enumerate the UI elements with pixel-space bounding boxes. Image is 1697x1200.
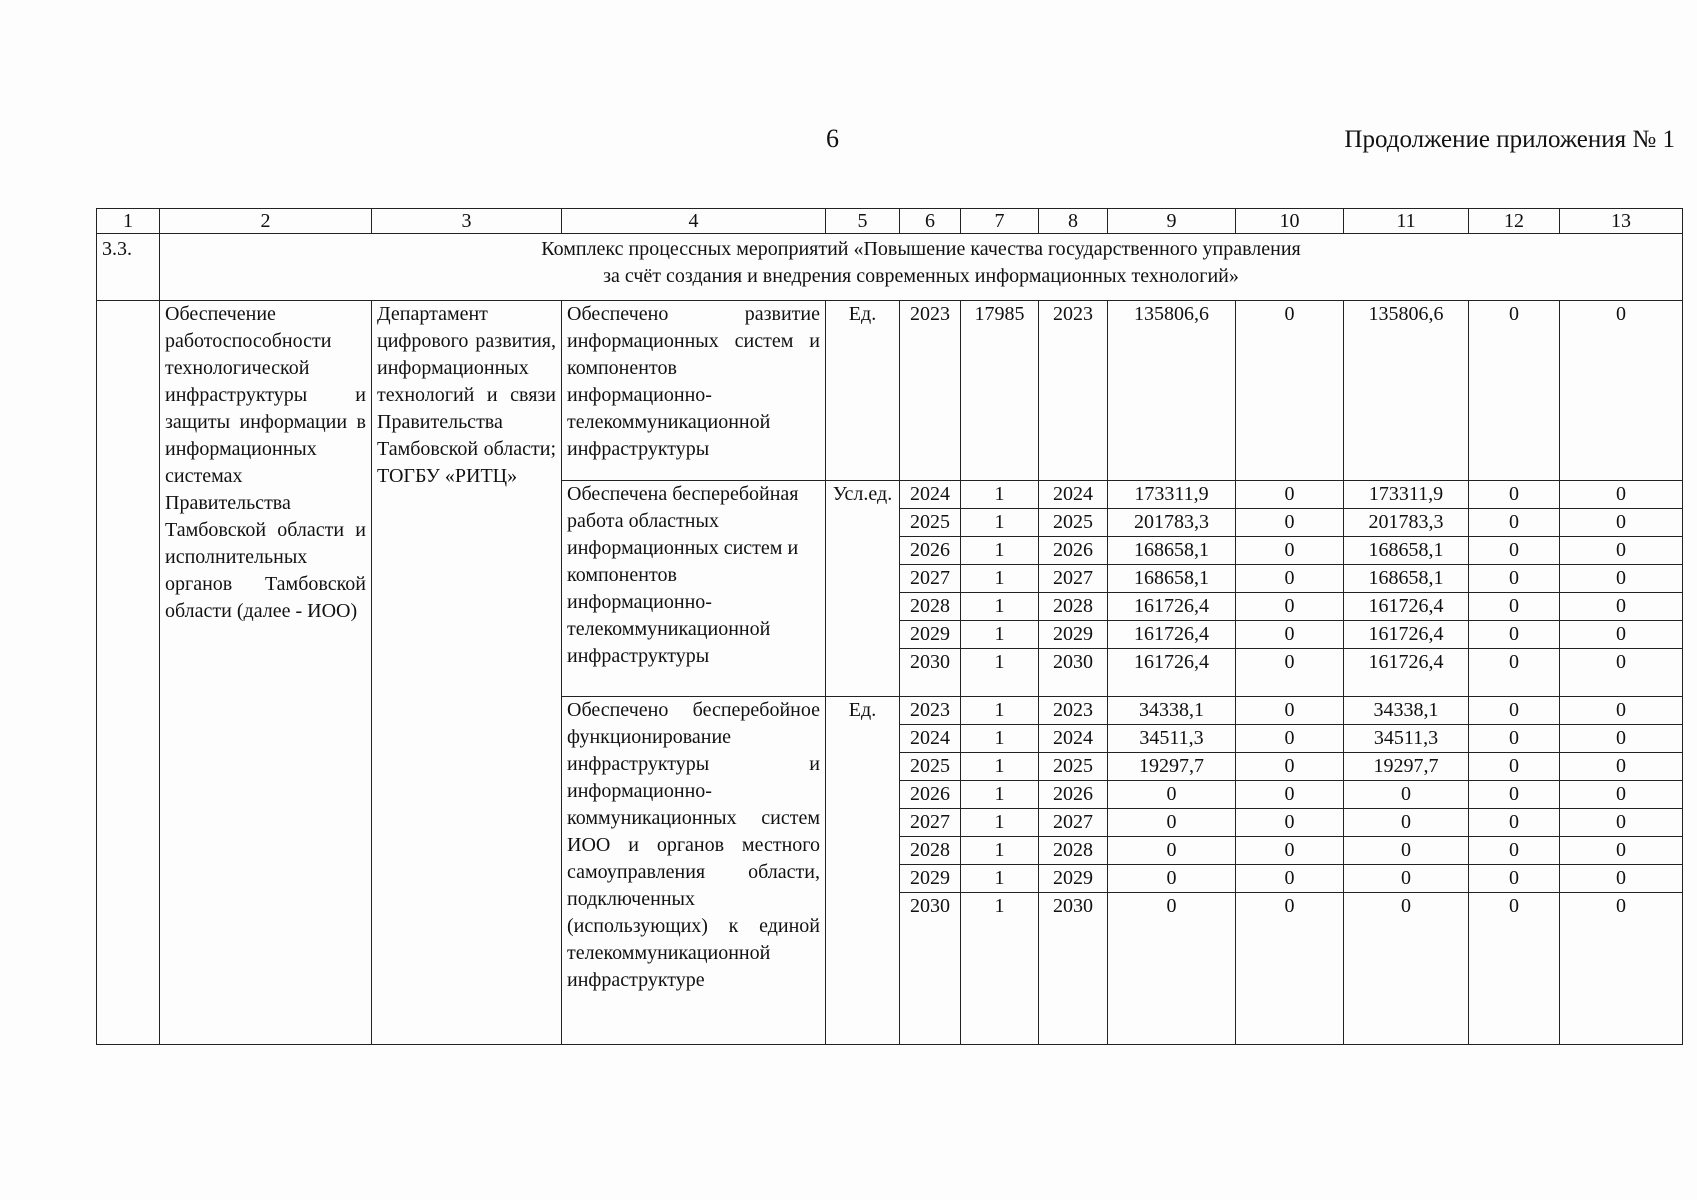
cell-amount: 173311,9 bbox=[1344, 481, 1469, 509]
cell-amount: 161726,4 bbox=[1108, 649, 1236, 697]
cell-value: 17985 bbox=[961, 301, 1039, 481]
cell-year: 2023 bbox=[900, 301, 961, 481]
cell-year: 2026 bbox=[1039, 537, 1108, 565]
result-name: Обеспечено развитие информационных систем и компонентов информационно-телекоммуникационной инфраструктуры bbox=[562, 301, 826, 481]
cell-amount: 0 bbox=[1108, 809, 1236, 837]
responsible-executor: Департамент цифрового развития, информационных технологий и связи Правительства Тамбовской области; ТОГБУ «РИТЦ» bbox=[372, 301, 562, 1045]
column-number: 6 bbox=[900, 209, 961, 234]
section-title-line: Комплекс процессных мероприятий «Повышение качества государственного управления bbox=[541, 238, 1301, 260]
cell-value: 1 bbox=[961, 697, 1039, 725]
cell-year: 2027 bbox=[900, 809, 961, 837]
cell-year: 2029 bbox=[900, 865, 961, 893]
cell-value: 1 bbox=[961, 725, 1039, 753]
cell-amount: 0 bbox=[1344, 893, 1469, 1045]
cell-value: 1 bbox=[961, 809, 1039, 837]
result-name: Обеспечено бесперебойное функционирование инфраструктуры и информационно-коммуникационных систем ИОО и органов местного самоуправления области, подключенных (использующих) к единой телекоммуникационной инфраструктуре bbox=[562, 697, 826, 1045]
cell-year: 2028 bbox=[900, 593, 961, 621]
cell-value: 1 bbox=[961, 893, 1039, 1045]
cell-amount: 0 bbox=[1560, 753, 1683, 781]
cell-amount: 0 bbox=[1236, 621, 1344, 649]
unit-of-measure: Ед. bbox=[826, 301, 900, 481]
cell-amount: 0 bbox=[1469, 781, 1560, 809]
cell-amount: 34511,3 bbox=[1344, 725, 1469, 753]
cell-amount: 201783,3 bbox=[1344, 509, 1469, 537]
cell-amount: 0 bbox=[1469, 509, 1560, 537]
column-number: 13 bbox=[1560, 209, 1683, 234]
cell-amount: 0 bbox=[1560, 649, 1683, 697]
cell-amount: 0 bbox=[1236, 509, 1344, 537]
cell-amount: 0 bbox=[1108, 837, 1236, 865]
cell-amount: 0 bbox=[1560, 481, 1683, 509]
column-number: 9 bbox=[1108, 209, 1236, 234]
cell-amount: 34338,1 bbox=[1108, 697, 1236, 725]
unit-of-measure: Ед. bbox=[826, 697, 900, 1045]
cell-year: 2030 bbox=[900, 893, 961, 1045]
cell-amount: 173311,9 bbox=[1108, 481, 1236, 509]
cell-amount: 0 bbox=[1469, 593, 1560, 621]
cell-amount: 19297,7 bbox=[1344, 753, 1469, 781]
cell-amount: 0 bbox=[1236, 865, 1344, 893]
cell-amount: 168658,1 bbox=[1108, 537, 1236, 565]
cell-year: 2029 bbox=[1039, 621, 1108, 649]
cell-amount: 0 bbox=[1560, 893, 1683, 1045]
cell-year: 2027 bbox=[1039, 809, 1108, 837]
column-number: 8 bbox=[1039, 209, 1108, 234]
cell-year: 2026 bbox=[900, 537, 961, 565]
cell-amount: 0 bbox=[1344, 809, 1469, 837]
cell-amount: 0 bbox=[1236, 565, 1344, 593]
cell-year: 2026 bbox=[900, 781, 961, 809]
result-name: Обеспечена бесперебойная работа областных информационных систем и компонентов информационно-телекоммуникационной инфраструктуры bbox=[562, 481, 826, 697]
cell-amount: 0 bbox=[1469, 301, 1560, 481]
cell-amount: 0 bbox=[1560, 781, 1683, 809]
cell-year: 2025 bbox=[900, 753, 961, 781]
cell-amount: 0 bbox=[1344, 781, 1469, 809]
cell-value: 1 bbox=[961, 753, 1039, 781]
cell-amount: 0 bbox=[1469, 649, 1560, 697]
cell-value: 1 bbox=[961, 565, 1039, 593]
cell-amount: 0 bbox=[1236, 301, 1344, 481]
column-number: 2 bbox=[160, 209, 372, 234]
activities-table bbox=[96, 208, 1683, 1045]
cell-year: 2029 bbox=[1039, 865, 1108, 893]
cell-amount: 168658,1 bbox=[1108, 565, 1236, 593]
cell-amount: 0 bbox=[1560, 697, 1683, 725]
column-number: 4 bbox=[562, 209, 826, 234]
column-number-row bbox=[97, 209, 1683, 234]
cell-amount: 0 bbox=[1344, 865, 1469, 893]
cell-year: 2025 bbox=[900, 509, 961, 537]
unit-of-measure: Усл.ед. bbox=[826, 481, 900, 697]
section-title-line: за счёт создания и внедрения современных информационных технологий» bbox=[603, 265, 1239, 287]
cell-year: 2024 bbox=[1039, 725, 1108, 753]
cell-value: 1 bbox=[961, 481, 1039, 509]
cell-year: 2028 bbox=[1039, 837, 1108, 865]
cell-amount: 0 bbox=[1560, 537, 1683, 565]
table-row bbox=[97, 301, 1683, 481]
cell-year: 2030 bbox=[1039, 649, 1108, 697]
cell-amount: 34338,1 bbox=[1344, 697, 1469, 725]
cell-year: 2023 bbox=[1039, 697, 1108, 725]
cell-amount: 0 bbox=[1469, 697, 1560, 725]
cell-year: 2025 bbox=[1039, 753, 1108, 781]
cell-year: 2024 bbox=[1039, 481, 1108, 509]
cell-amount: 161726,4 bbox=[1108, 593, 1236, 621]
cell-amount: 161726,4 bbox=[1344, 621, 1469, 649]
cell-amount: 0 bbox=[1560, 565, 1683, 593]
cell-year: 2024 bbox=[900, 725, 961, 753]
cell-amount: 0 bbox=[1236, 725, 1344, 753]
cell-amount: 0 bbox=[1236, 649, 1344, 697]
cell-amount: 0 bbox=[1469, 809, 1560, 837]
section-row bbox=[97, 234, 1683, 301]
cell-year: 2025 bbox=[1039, 509, 1108, 537]
cell-amount: 0 bbox=[1560, 725, 1683, 753]
cell-amount: 0 bbox=[1469, 725, 1560, 753]
column-number: 10 bbox=[1236, 209, 1344, 234]
cell-year: 2028 bbox=[900, 837, 961, 865]
cell-year: 2024 bbox=[900, 481, 961, 509]
cell-amount: 0 bbox=[1469, 621, 1560, 649]
cell-value: 1 bbox=[961, 781, 1039, 809]
cell-amount: 0 bbox=[1469, 481, 1560, 509]
cell-amount: 0 bbox=[1236, 537, 1344, 565]
cell-year: 2029 bbox=[900, 621, 961, 649]
column-number: 1 bbox=[97, 209, 160, 234]
cell-amount: 0 bbox=[1469, 893, 1560, 1045]
cell-year: 2026 bbox=[1039, 781, 1108, 809]
cell-year: 2023 bbox=[1039, 301, 1108, 481]
cell-amount: 0 bbox=[1108, 781, 1236, 809]
cell-amount: 34511,3 bbox=[1108, 725, 1236, 753]
cell-amount: 0 bbox=[1560, 593, 1683, 621]
cell-value: 1 bbox=[961, 837, 1039, 865]
cell-value: 1 bbox=[961, 537, 1039, 565]
column-number: 5 bbox=[826, 209, 900, 234]
column-number: 7 bbox=[961, 209, 1039, 234]
cell-year: 2030 bbox=[900, 649, 961, 697]
cell-amount: 135806,6 bbox=[1344, 301, 1469, 481]
cell-amount: 0 bbox=[1108, 893, 1236, 1045]
cell-amount: 0 bbox=[1469, 565, 1560, 593]
cell-year: 2023 bbox=[900, 697, 961, 725]
cell-amount: 0 bbox=[1236, 809, 1344, 837]
cell-amount: 168658,1 bbox=[1344, 565, 1469, 593]
cell-amount: 0 bbox=[1236, 753, 1344, 781]
cell-amount: 19297,7 bbox=[1108, 753, 1236, 781]
cell-amount: 135806,6 bbox=[1108, 301, 1236, 481]
cell-year: 2027 bbox=[1039, 565, 1108, 593]
cell-amount: 0 bbox=[1236, 593, 1344, 621]
cell-amount: 0 bbox=[1560, 837, 1683, 865]
cell-amount: 161726,4 bbox=[1344, 593, 1469, 621]
cell-amount: 0 bbox=[1560, 809, 1683, 837]
cell-amount: 0 bbox=[1560, 621, 1683, 649]
cell-amount: 0 bbox=[1344, 837, 1469, 865]
cell-amount: 168658,1 bbox=[1344, 537, 1469, 565]
page-number: 6 bbox=[826, 124, 839, 153]
cell-amount: 0 bbox=[1108, 865, 1236, 893]
appendix-continuation-label: Продолжение приложения № 1 bbox=[1344, 126, 1675, 153]
cell-amount: 0 bbox=[1469, 837, 1560, 865]
cell-value: 1 bbox=[961, 649, 1039, 697]
cell-year: 2030 bbox=[1039, 893, 1108, 1045]
cell-amount: 161726,4 bbox=[1344, 649, 1469, 697]
cell-amount: 201783,3 bbox=[1108, 509, 1236, 537]
empty-number-cell bbox=[97, 301, 160, 1045]
task-name: Обеспечение работоспособности технологической инфраструктуры и защиты информации в информационных системах Правительства Тамбовской области и исполнительных органов Тамбовской области (далее - ИОО) bbox=[160, 301, 372, 1045]
cell-year: 2028 bbox=[1039, 593, 1108, 621]
cell-amount: 0 bbox=[1560, 509, 1683, 537]
cell-value: 1 bbox=[961, 593, 1039, 621]
column-number: 3 bbox=[372, 209, 562, 234]
cell-amount: 0 bbox=[1236, 781, 1344, 809]
cell-amount: 0 bbox=[1236, 481, 1344, 509]
cell-amount: 0 bbox=[1236, 697, 1344, 725]
section-number: 3.3. bbox=[97, 234, 160, 301]
cell-amount: 0 bbox=[1469, 865, 1560, 893]
cell-value: 1 bbox=[961, 621, 1039, 649]
cell-value: 1 bbox=[961, 865, 1039, 893]
cell-amount: 0 bbox=[1469, 753, 1560, 781]
section-title bbox=[160, 234, 1683, 301]
cell-amount: 0 bbox=[1560, 301, 1683, 481]
cell-amount: 0 bbox=[1560, 865, 1683, 893]
cell-amount: 0 bbox=[1469, 537, 1560, 565]
cell-value: 1 bbox=[961, 509, 1039, 537]
cell-amount: 0 bbox=[1236, 837, 1344, 865]
column-number: 12 bbox=[1469, 209, 1560, 234]
cell-amount: 161726,4 bbox=[1108, 621, 1236, 649]
cell-amount: 0 bbox=[1236, 893, 1344, 1045]
cell-year: 2027 bbox=[900, 565, 961, 593]
column-number: 11 bbox=[1344, 209, 1469, 234]
